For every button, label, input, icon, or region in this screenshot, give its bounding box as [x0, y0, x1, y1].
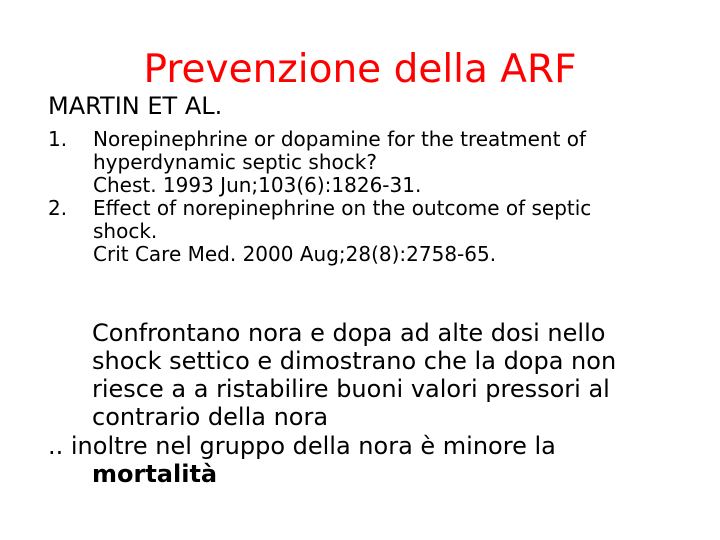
reference-title-line: hyperdynamic septic shock? — [93, 150, 377, 174]
summary-text — [48, 319, 708, 488]
conclusion-line: .. inoltre nel gruppo della nora è minore la — [48, 432, 556, 460]
paragraph-line: riesce a a ristabilire buoni valori pressori al — [92, 375, 610, 403]
reference-item — [48, 197, 708, 266]
reference-number: 2. — [48, 196, 68, 220]
conclusion-paragraph — [48, 432, 708, 488]
reference-title-line: Effect of norepinephrine on the outcome of septic — [93, 196, 592, 220]
summary-paragraph — [48, 319, 708, 431]
paragraph-line: contrario della nora — [92, 403, 329, 431]
reference-citation: Chest. 1993 Jun;103(6):1826-31. — [93, 173, 422, 197]
author-heading: MARTIN ET AL. — [48, 92, 223, 120]
reference-item — [48, 128, 708, 197]
paragraph-line: Confrontano nora e dopa ad alte dosi nello — [92, 319, 606, 347]
paragraph-line: shock settico e dimostrano che la dopa non — [92, 347, 617, 375]
reference-title-line: shock. — [93, 219, 158, 243]
reference-list — [48, 128, 708, 266]
reference-title-line: Norepinephrine or dopamine for the treatment of — [93, 127, 587, 151]
slide-title: Prevenzione della ARF — [143, 47, 577, 92]
reference-citation: Crit Care Med. 2000 Aug;28(8):2758-65. — [93, 242, 497, 266]
reference-number: 1. — [48, 127, 68, 151]
conclusion-emphasis: mortalità — [92, 460, 218, 488]
